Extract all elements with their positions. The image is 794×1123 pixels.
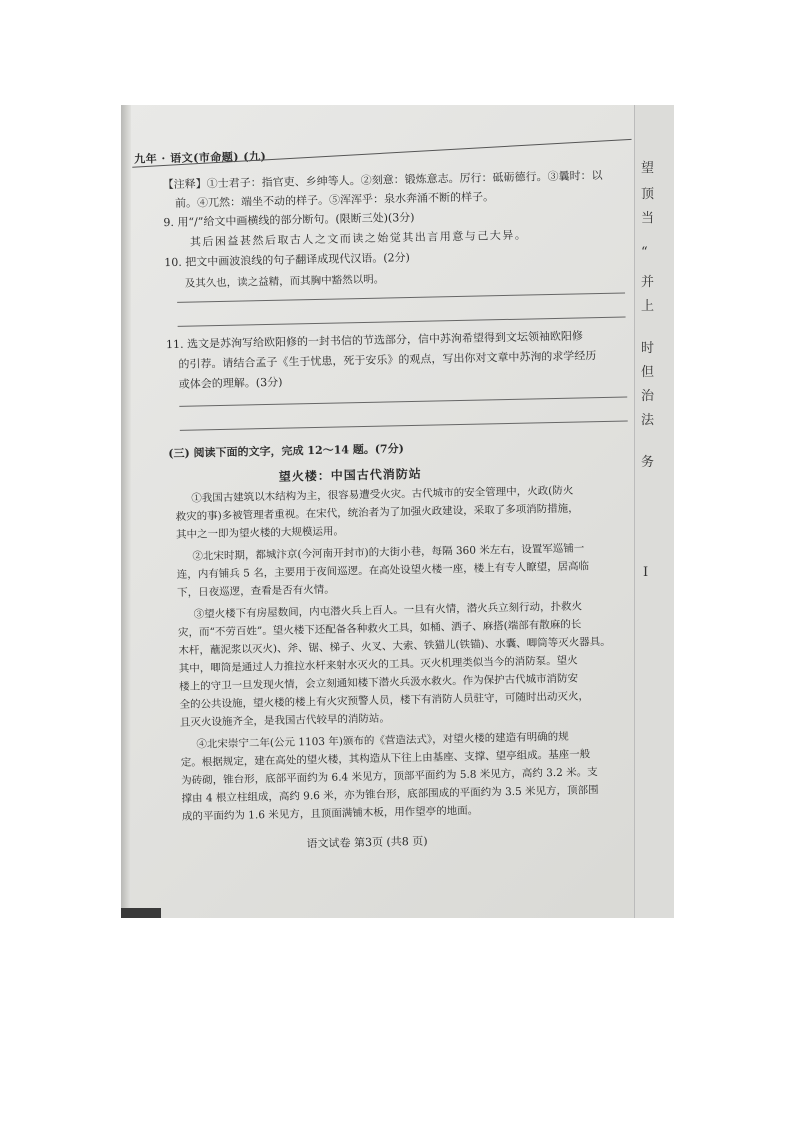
section-heading: (三) 阅读下面的文字，完成 12～14 题。(7分) <box>168 442 404 461</box>
paragraph-line: 救灾的事)多被管理者重视。在宋代，统治者为了加强火政建设，采取了多项消防措施， <box>175 502 579 523</box>
paragraph-line: 灾，而“不劳百姓”。望火楼下还配备各种救火工具，如桶、洒子、麻搭(端部有散麻的长 <box>177 618 582 639</box>
paragraph-line: 且灭火设施齐全，是我国古代较早的消防站。 <box>179 712 391 729</box>
adjacent-char: 上 <box>641 299 655 314</box>
paragraph-line: 其中之一即为望火楼的大规模运用。 <box>175 525 345 541</box>
adjacent-char: 并 <box>641 275 655 290</box>
paragraph-line: ①我国古建筑以木结构为主，很容易遭受火灾。古代城市的安全管理中，火政(防火 <box>191 484 574 505</box>
paragraph-line: 下，日夜巡逻，查看是否有火情。 <box>177 583 335 599</box>
paragraph-line: 全的公共设施，望火楼的楼上有火灾预警人员，楼下有消防人员驻守，可随时出动灭火， <box>179 690 590 711</box>
adjacent-char: 法 <box>641 413 655 428</box>
article-title: 望火楼：中国古代消防站 <box>278 466 422 484</box>
paragraph-line: 撑由 4 根立柱组成，高约 9.6 米，亦为锥台形，底部围成的平面约为 3.5 米见方，顶部围 <box>181 784 599 805</box>
photo-edge-shadow <box>121 908 161 918</box>
adjacent-char: 顶 <box>641 187 655 202</box>
answer-line[interactable] <box>179 396 627 406</box>
paragraph-line: 木杆，蘸泥浆以灭火)、斧、锯、梯子、火叉、大索、铁猫儿(铁锚)、水囊、唧筒等灭火器具。 <box>178 635 611 657</box>
page-header: 九年 · 语文(市命题) (九) <box>134 149 267 166</box>
answer-line[interactable] <box>178 316 626 326</box>
question-11: 11. 选文是苏洵写给欧阳修的一封书信的节选部分，信中苏洵希望得到文坛领袖欧阳修 <box>165 329 584 352</box>
answer-line[interactable] <box>180 420 628 430</box>
question-11: 或体会的理解。(3分) <box>178 375 283 391</box>
q10-sentence: 及其久也，读之益精，而其胸中豁然以明。 <box>184 273 385 290</box>
paragraph-line: 为砖砌，锥台形，底部平面约为 6.4 米见方，顶部平面约为 5.8 米见方，高约 3.2 米。支 <box>181 766 598 787</box>
question-10: 10. 把文中画波浪线的句子翻译成现代汉语。(2分) <box>164 250 410 270</box>
paragraph-line: 定。根据规定，建在高处的望火楼，其构造从下往上由基座、支撑、望亭组成。基座一般 <box>180 748 591 769</box>
adjacent-char: 务 <box>641 455 655 470</box>
answer-line[interactable] <box>177 292 625 302</box>
adjacent-char: 望 <box>641 161 655 176</box>
note-line: 【注释】①士君子：指官吏、乡绅等人。②刻意：锻炼意志。厉行：砥砺德行。③曩时：以 <box>162 168 603 192</box>
page-footer: 语文试卷 第3页 (共8 页) <box>306 834 428 851</box>
note-line: 前。④兀然：端坐不动的样子。⑤浑浑乎：泉水奔涌不断的样子。 <box>174 190 495 210</box>
adjacent-char: 治 <box>641 389 655 404</box>
exam-page <box>121 105 674 918</box>
paragraph-line: ④北宋崇宁二年(公元 1103 年)颁布的《营造法式》，对望火楼的建造有明确的规 <box>196 730 569 751</box>
adjacent-char: I <box>643 565 649 580</box>
paragraph-line: 楼上的守卫一旦发现火情，会立刻通知楼下潜火兵汲水救火。作为保护古代城市消防安 <box>179 672 579 693</box>
exam-photo <box>121 105 674 918</box>
paragraph-line: ③望火楼下有房屋数间，内屯潜火兵上百人。一旦有火情，潜火兵立刻行动，扑救火 <box>193 600 583 621</box>
question-11: 的引荐。请结合孟子《生于忧患，死于安乐》的观点，写出你对文章中苏洵的求学经历 <box>178 349 597 371</box>
paragraph-line: 连，内有铺兵 5 名，主要用于夜间巡逻。在高处设望火楼一座，楼上有专人瞭望，居高临 <box>176 560 590 581</box>
adjacent-char: 时 <box>641 341 655 356</box>
q9-sentence: 其后困益甚然后取古人之文而读之始觉其出言用意与己大异。 <box>189 228 528 249</box>
adjacent-char: “ <box>641 245 648 260</box>
paragraph-line: 成的平面约为 1.6 米见方，且顶面满铺木板，用作望亭的地面。 <box>181 804 479 823</box>
adjacent-char: 但 <box>641 365 655 380</box>
adjacent-char: 当 <box>641 211 655 226</box>
question-9: 9. 用“/”给文中画横线的部分断句。(限断三处)(3分) <box>163 210 415 230</box>
paragraph-line: 其中，唧筒是通过人力推拉水杆来射水灭火的工具。灭火机理类似当今的消防泵。望火 <box>178 654 578 675</box>
paragraph-line: ②北宋时期，都城汴京(今河南开封市)的大街小巷，每隔 360 米左右，设置军巡铺一 <box>192 542 585 563</box>
